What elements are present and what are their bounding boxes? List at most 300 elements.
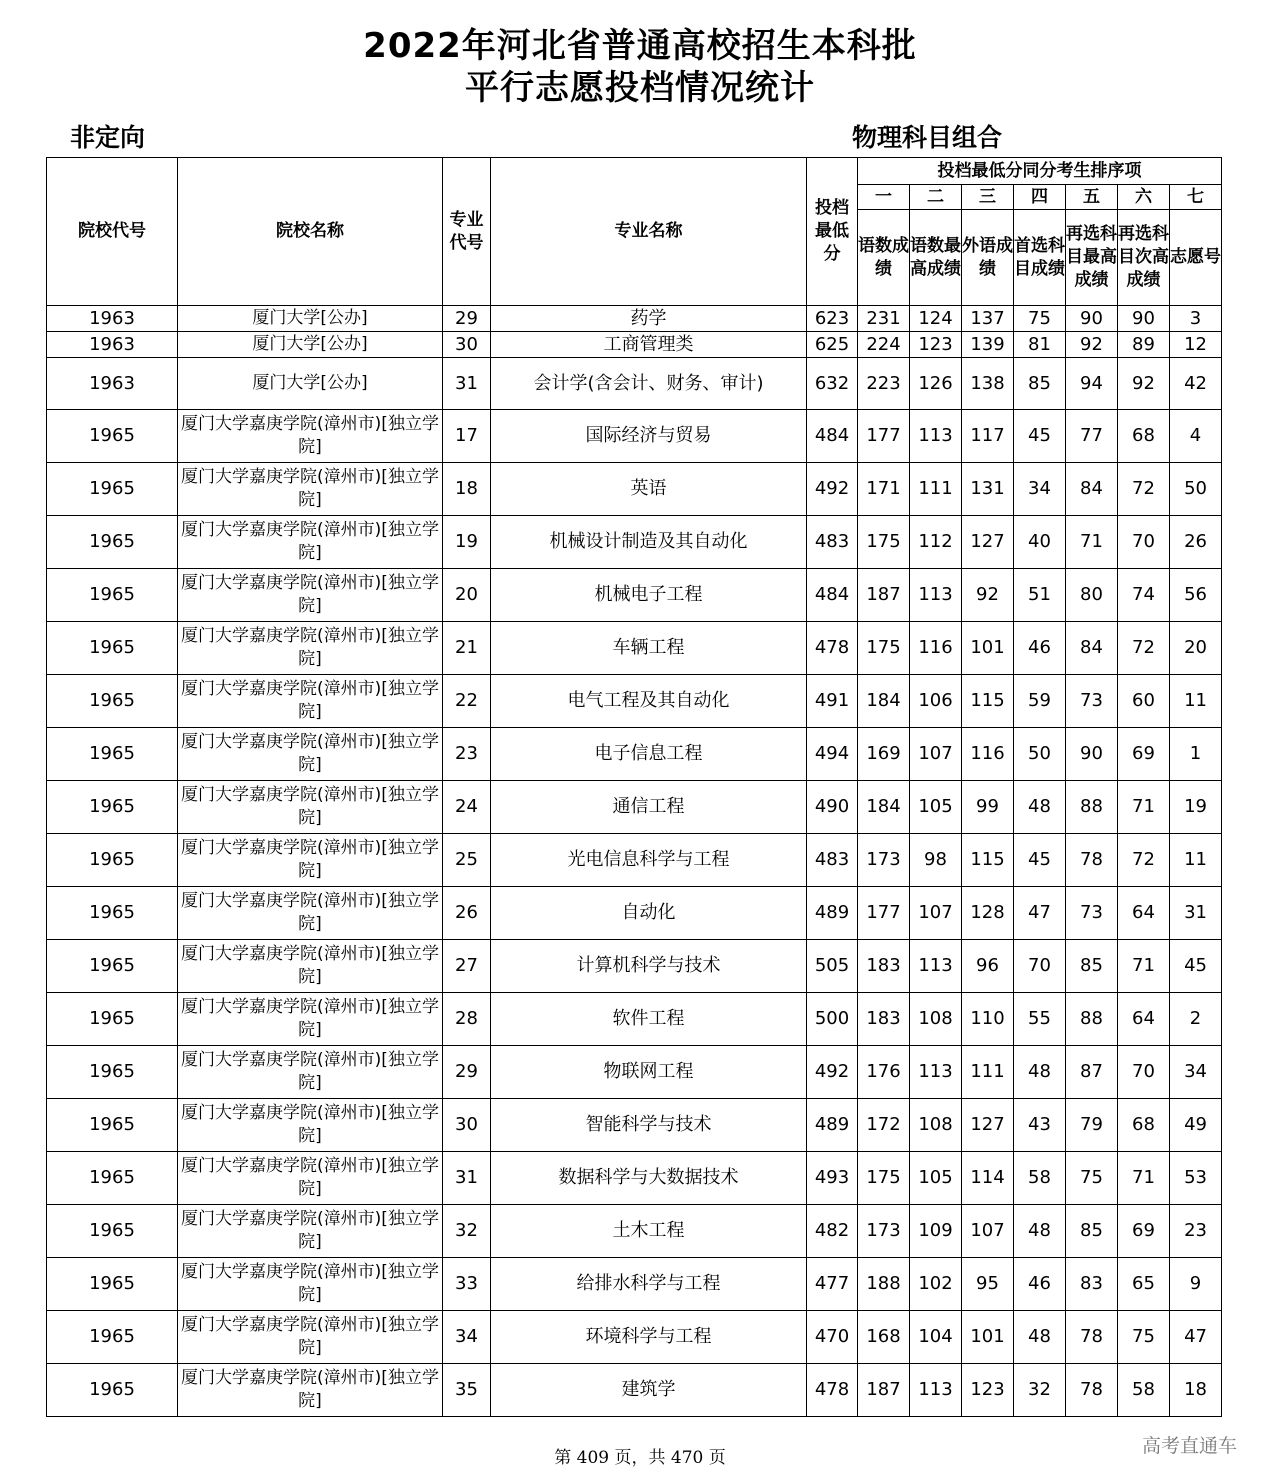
cell-chn-math-max: 123 xyxy=(910,332,962,358)
table-row xyxy=(47,1152,1222,1205)
cell-second-subject-max: 88 xyxy=(1066,993,1118,1046)
table-row xyxy=(47,332,1222,358)
cell-major-name: 国际经济与贸易 xyxy=(491,410,807,463)
cell-foreign-lang-score: 92 xyxy=(962,569,1014,622)
cell-major-name: 电子信息工程 xyxy=(491,728,807,781)
table-row xyxy=(47,675,1222,728)
header-min-score: 投档最低分 xyxy=(807,158,858,306)
cell-chn-math-max: 113 xyxy=(910,1364,962,1417)
cell-second-subject-next: 74 xyxy=(1118,569,1170,622)
cell-chn-math-score: 187 xyxy=(858,569,910,622)
cell-major-name: 车辆工程 xyxy=(491,622,807,675)
cell-second-subject-next: 70 xyxy=(1118,516,1170,569)
header-rank-item: 首选科目成绩 xyxy=(1014,210,1066,306)
cell-school-code: 1965 xyxy=(47,940,178,993)
cell-second-subject-next: 69 xyxy=(1118,728,1170,781)
table-row xyxy=(47,1205,1222,1258)
cell-school-code: 1965 xyxy=(47,834,178,887)
cell-school-name: 厦门大学嘉庚学院(漳州市)[独立学院] xyxy=(178,1046,443,1099)
cell-min-score: 494 xyxy=(807,728,858,781)
cell-school-name: 厦门大学嘉庚学院(漳州市)[独立学院] xyxy=(178,1099,443,1152)
cell-foreign-lang-score: 131 xyxy=(962,463,1014,516)
cell-major-code: 32 xyxy=(443,1205,491,1258)
cell-chn-math-score: 176 xyxy=(858,1046,910,1099)
cell-foreign-lang-score: 127 xyxy=(962,516,1014,569)
watermark: 高考直通车 xyxy=(1142,1435,1238,1457)
header-rank-num: 六 xyxy=(1118,185,1170,210)
table-row xyxy=(47,622,1222,675)
page-footer: 第 409 页，共 470 页 xyxy=(554,1448,726,1468)
cell-second-subject-next: 58 xyxy=(1118,1364,1170,1417)
cell-school-code: 1965 xyxy=(47,1152,178,1205)
cell-min-score: 470 xyxy=(807,1311,858,1364)
header-rank-item: 外语成绩 xyxy=(962,210,1014,306)
cell-major-name: 会计学(含会计、财务、审计) xyxy=(491,358,807,410)
cell-min-score: 632 xyxy=(807,358,858,410)
cell-first-subject-score: 32 xyxy=(1014,1364,1066,1417)
cell-major-code: 33 xyxy=(443,1258,491,1311)
cell-school-name: 厦门大学嘉庚学院(漳州市)[独立学院] xyxy=(178,834,443,887)
cell-chn-math-max: 107 xyxy=(910,887,962,940)
cell-second-subject-max: 80 xyxy=(1066,569,1118,622)
cell-major-code: 35 xyxy=(443,1364,491,1417)
cell-preference-no: 49 xyxy=(1170,1099,1222,1152)
cell-min-score: 482 xyxy=(807,1205,858,1258)
cell-foreign-lang-score: 127 xyxy=(962,1099,1014,1152)
cell-first-subject-score: 43 xyxy=(1014,1099,1066,1152)
cell-major-code: 17 xyxy=(443,410,491,463)
header-rank-num: 七 xyxy=(1170,185,1222,210)
cell-school-name: 厦门大学嘉庚学院(漳州市)[独立学院] xyxy=(178,675,443,728)
cell-school-code: 1965 xyxy=(47,1364,178,1417)
cell-foreign-lang-score: 110 xyxy=(962,993,1014,1046)
table-row xyxy=(47,1258,1222,1311)
cell-foreign-lang-score: 96 xyxy=(962,940,1014,993)
cell-school-code: 1965 xyxy=(47,993,178,1046)
cell-major-code: 31 xyxy=(443,1152,491,1205)
cell-chn-math-score: 183 xyxy=(858,993,910,1046)
table-body xyxy=(47,306,1222,1417)
cell-foreign-lang-score: 116 xyxy=(962,728,1014,781)
header-rank-item: 再选科目次高成绩 xyxy=(1118,210,1170,306)
cell-foreign-lang-score: 114 xyxy=(962,1152,1014,1205)
cell-school-code: 1965 xyxy=(47,569,178,622)
cell-chn-math-max: 113 xyxy=(910,940,962,993)
cell-second-subject-max: 84 xyxy=(1066,622,1118,675)
cell-chn-math-max: 102 xyxy=(910,1258,962,1311)
cell-second-subject-max: 85 xyxy=(1066,1205,1118,1258)
cell-school-code: 1965 xyxy=(47,1205,178,1258)
cell-school-code: 1965 xyxy=(47,1099,178,1152)
cell-min-score: 500 xyxy=(807,993,858,1046)
cell-min-score: 623 xyxy=(807,306,858,332)
cell-school-name: 厦门大学嘉庚学院(漳州市)[独立学院] xyxy=(178,622,443,675)
subject-combination-label: 物理科目组合 xyxy=(852,123,1003,152)
cell-chn-math-max: 113 xyxy=(910,569,962,622)
cell-second-subject-max: 73 xyxy=(1066,887,1118,940)
header-rank-num: 四 xyxy=(1014,185,1066,210)
cell-second-subject-max: 84 xyxy=(1066,463,1118,516)
cell-major-code: 25 xyxy=(443,834,491,887)
cell-chn-math-max: 108 xyxy=(910,1099,962,1152)
cell-min-score: 489 xyxy=(807,1099,858,1152)
cell-second-subject-max: 94 xyxy=(1066,358,1118,410)
cell-school-code: 1965 xyxy=(47,675,178,728)
cell-major-code: 22 xyxy=(443,675,491,728)
cell-chn-math-score: 188 xyxy=(858,1258,910,1311)
cell-second-subject-next: 71 xyxy=(1118,781,1170,834)
cell-chn-math-score: 224 xyxy=(858,332,910,358)
cell-chn-math-max: 116 xyxy=(910,622,962,675)
table-row xyxy=(47,728,1222,781)
cell-first-subject-score: 59 xyxy=(1014,675,1066,728)
cell-foreign-lang-score: 101 xyxy=(962,1311,1014,1364)
cell-foreign-lang-score: 138 xyxy=(962,358,1014,410)
cell-min-score: 484 xyxy=(807,410,858,463)
cell-first-subject-score: 48 xyxy=(1014,1311,1066,1364)
cell-second-subject-max: 85 xyxy=(1066,940,1118,993)
cell-first-subject-score: 40 xyxy=(1014,516,1066,569)
cell-school-code: 1965 xyxy=(47,728,178,781)
cell-first-subject-score: 51 xyxy=(1014,569,1066,622)
table-row xyxy=(47,358,1222,410)
cell-major-name: 工商管理类 xyxy=(491,332,807,358)
cell-first-subject-score: 85 xyxy=(1014,358,1066,410)
cell-second-subject-max: 83 xyxy=(1066,1258,1118,1311)
cell-second-subject-next: 68 xyxy=(1118,1099,1170,1152)
cell-preference-no: 11 xyxy=(1170,834,1222,887)
cell-first-subject-score: 47 xyxy=(1014,887,1066,940)
cell-first-subject-score: 55 xyxy=(1014,993,1066,1046)
cell-major-name: 计算机科学与技术 xyxy=(491,940,807,993)
cell-preference-no: 47 xyxy=(1170,1311,1222,1364)
cell-major-name: 电气工程及其自动化 xyxy=(491,675,807,728)
cell-chn-math-max: 126 xyxy=(910,358,962,410)
cell-major-name: 建筑学 xyxy=(491,1364,807,1417)
cell-school-name: 厦门大学嘉庚学院(漳州市)[独立学院] xyxy=(178,887,443,940)
cell-chn-math-score: 168 xyxy=(858,1311,910,1364)
header-school-code: 院校代号 xyxy=(47,158,178,306)
cell-second-subject-next: 64 xyxy=(1118,887,1170,940)
cell-major-code: 30 xyxy=(443,1099,491,1152)
header-rank-num: 一 xyxy=(858,185,910,210)
cell-second-subject-next: 72 xyxy=(1118,463,1170,516)
header-rank-item: 语数最高成绩 xyxy=(910,210,962,306)
cell-major-code: 21 xyxy=(443,622,491,675)
cell-school-code: 1965 xyxy=(47,887,178,940)
cell-major-name: 机械设计制造及其自动化 xyxy=(491,516,807,569)
table-row xyxy=(47,463,1222,516)
cell-preference-no: 20 xyxy=(1170,622,1222,675)
cell-school-code: 1963 xyxy=(47,332,178,358)
table-row xyxy=(47,1364,1222,1417)
cell-second-subject-max: 78 xyxy=(1066,1364,1118,1417)
cell-school-name: 厦门大学[公办] xyxy=(178,358,443,410)
table-row xyxy=(47,1046,1222,1099)
cell-preference-no: 9 xyxy=(1170,1258,1222,1311)
cell-foreign-lang-score: 137 xyxy=(962,306,1014,332)
cell-major-name: 智能科学与技术 xyxy=(491,1099,807,1152)
cell-major-name: 药学 xyxy=(491,306,807,332)
cell-school-name: 厦门大学嘉庚学院(漳州市)[独立学院] xyxy=(178,1364,443,1417)
cell-preference-no: 31 xyxy=(1170,887,1222,940)
header-rank-num: 三 xyxy=(962,185,1014,210)
cell-chn-math-score: 231 xyxy=(858,306,910,332)
cell-major-code: 28 xyxy=(443,993,491,1046)
cell-chn-math-max: 107 xyxy=(910,728,962,781)
cell-school-code: 1965 xyxy=(47,516,178,569)
cell-chn-math-score: 187 xyxy=(858,1364,910,1417)
cell-school-code: 1965 xyxy=(47,410,178,463)
cell-preference-no: 4 xyxy=(1170,410,1222,463)
cell-major-code: 34 xyxy=(443,1311,491,1364)
cell-second-subject-max: 87 xyxy=(1066,1046,1118,1099)
cell-min-score: 493 xyxy=(807,1152,858,1205)
cell-major-name: 土木工程 xyxy=(491,1205,807,1258)
cell-second-subject-next: 68 xyxy=(1118,410,1170,463)
cell-first-subject-score: 70 xyxy=(1014,940,1066,993)
cell-second-subject-next: 89 xyxy=(1118,332,1170,358)
cell-preference-no: 12 xyxy=(1170,332,1222,358)
cell-foreign-lang-score: 101 xyxy=(962,622,1014,675)
cell-min-score: 625 xyxy=(807,332,858,358)
cell-major-name: 英语 xyxy=(491,463,807,516)
table-row xyxy=(47,993,1222,1046)
cell-school-code: 1963 xyxy=(47,306,178,332)
cell-second-subject-next: 70 xyxy=(1118,1046,1170,1099)
cell-preference-no: 11 xyxy=(1170,675,1222,728)
cell-min-score: 492 xyxy=(807,463,858,516)
cell-school-code: 1965 xyxy=(47,622,178,675)
cell-min-score: 490 xyxy=(807,781,858,834)
header-school-name: 院校名称 xyxy=(178,158,443,306)
cell-chn-math-max: 98 xyxy=(910,834,962,887)
cell-chn-math-score: 177 xyxy=(858,887,910,940)
page-title-line2: 平行志愿投档情况统计 xyxy=(465,68,815,108)
cell-chn-math-score: 175 xyxy=(858,622,910,675)
cell-school-code: 1965 xyxy=(47,781,178,834)
cell-preference-no: 34 xyxy=(1170,1046,1222,1099)
cell-preference-no: 1 xyxy=(1170,728,1222,781)
cell-second-subject-max: 75 xyxy=(1066,1152,1118,1205)
cell-major-code: 20 xyxy=(443,569,491,622)
cell-major-code: 19 xyxy=(443,516,491,569)
cell-major-code: 29 xyxy=(443,1046,491,1099)
cell-school-name: 厦门大学嘉庚学院(漳州市)[独立学院] xyxy=(178,463,443,516)
cell-major-code: 30 xyxy=(443,332,491,358)
table-row xyxy=(47,887,1222,940)
admission-table xyxy=(46,157,1222,1417)
cell-first-subject-score: 48 xyxy=(1014,1205,1066,1258)
cell-first-subject-score: 81 xyxy=(1014,332,1066,358)
cell-second-subject-next: 60 xyxy=(1118,675,1170,728)
header-major-code: 专业代号 xyxy=(443,158,491,306)
cell-major-name: 环境科学与工程 xyxy=(491,1311,807,1364)
table-row xyxy=(47,1099,1222,1152)
cell-chn-math-score: 175 xyxy=(858,1152,910,1205)
cell-second-subject-next: 72 xyxy=(1118,834,1170,887)
cell-second-subject-next: 69 xyxy=(1118,1205,1170,1258)
cell-major-code: 24 xyxy=(443,781,491,834)
cell-foreign-lang-score: 115 xyxy=(962,834,1014,887)
cell-school-name: 厦门大学嘉庚学院(漳州市)[独立学院] xyxy=(178,781,443,834)
cell-school-name: 厦门大学嘉庚学院(漳州市)[独立学院] xyxy=(178,1258,443,1311)
cell-min-score: 477 xyxy=(807,1258,858,1311)
table-row xyxy=(47,1311,1222,1364)
cell-chn-math-score: 169 xyxy=(858,728,910,781)
cell-chn-math-score: 223 xyxy=(858,358,910,410)
cell-second-subject-max: 92 xyxy=(1066,332,1118,358)
cell-second-subject-max: 79 xyxy=(1066,1099,1118,1152)
cell-second-subject-next: 71 xyxy=(1118,940,1170,993)
table-row xyxy=(47,834,1222,887)
cell-major-name: 给排水科学与工程 xyxy=(491,1258,807,1311)
cell-major-code: 23 xyxy=(443,728,491,781)
page-title-line1: 2022年河北省普通高校招生本科批 xyxy=(363,26,917,66)
cell-chn-math-score: 173 xyxy=(858,1205,910,1258)
cell-chn-math-max: 105 xyxy=(910,1152,962,1205)
cell-major-code: 27 xyxy=(443,940,491,993)
cell-first-subject-score: 48 xyxy=(1014,1046,1066,1099)
table-row xyxy=(47,516,1222,569)
cell-school-code: 1965 xyxy=(47,463,178,516)
cell-first-subject-score: 58 xyxy=(1014,1152,1066,1205)
cell-foreign-lang-score: 99 xyxy=(962,781,1014,834)
cell-foreign-lang-score: 139 xyxy=(962,332,1014,358)
table-header xyxy=(47,158,1222,306)
cell-first-subject-score: 45 xyxy=(1014,410,1066,463)
cell-major-name: 物联网工程 xyxy=(491,1046,807,1099)
cell-foreign-lang-score: 111 xyxy=(962,1046,1014,1099)
header-rank-item: 再选科目最高成绩 xyxy=(1066,210,1118,306)
cell-second-subject-next: 65 xyxy=(1118,1258,1170,1311)
table-row xyxy=(47,410,1222,463)
cell-first-subject-score: 46 xyxy=(1014,1258,1066,1311)
cell-major-code: 18 xyxy=(443,463,491,516)
cell-first-subject-score: 75 xyxy=(1014,306,1066,332)
cell-chn-math-score: 177 xyxy=(858,410,910,463)
table-row xyxy=(47,306,1222,332)
cell-chn-math-score: 184 xyxy=(858,781,910,834)
cell-first-subject-score: 48 xyxy=(1014,781,1066,834)
cell-min-score: 489 xyxy=(807,887,858,940)
cell-second-subject-max: 71 xyxy=(1066,516,1118,569)
cell-chn-math-max: 106 xyxy=(910,675,962,728)
cell-second-subject-max: 88 xyxy=(1066,781,1118,834)
cell-chn-math-max: 112 xyxy=(910,516,962,569)
cell-preference-no: 50 xyxy=(1170,463,1222,516)
cell-major-name: 自动化 xyxy=(491,887,807,940)
cell-second-subject-max: 77 xyxy=(1066,410,1118,463)
cell-chn-math-max: 111 xyxy=(910,463,962,516)
cell-foreign-lang-score: 123 xyxy=(962,1364,1014,1417)
header-tiebreak-group: 投档最低分同分考生排序项 xyxy=(858,158,1222,185)
cell-first-subject-score: 46 xyxy=(1014,622,1066,675)
cell-major-code: 26 xyxy=(443,887,491,940)
header-rank-item: 志愿号 xyxy=(1170,210,1222,306)
cell-min-score: 491 xyxy=(807,675,858,728)
cell-second-subject-max: 78 xyxy=(1066,1311,1118,1364)
cell-school-code: 1965 xyxy=(47,1258,178,1311)
cell-second-subject-next: 92 xyxy=(1118,358,1170,410)
cell-chn-math-score: 184 xyxy=(858,675,910,728)
cell-second-subject-max: 78 xyxy=(1066,834,1118,887)
cell-school-name: 厦门大学嘉庚学院(漳州市)[独立学院] xyxy=(178,569,443,622)
cell-preference-no: 53 xyxy=(1170,1152,1222,1205)
cell-school-code: 1965 xyxy=(47,1046,178,1099)
cell-school-name: 厦门大学嘉庚学院(漳州市)[独立学院] xyxy=(178,993,443,1046)
header-rank-item: 语数成绩 xyxy=(858,210,910,306)
cell-preference-no: 26 xyxy=(1170,516,1222,569)
cell-second-subject-next: 64 xyxy=(1118,993,1170,1046)
cell-major-name: 软件工程 xyxy=(491,993,807,1046)
cell-chn-math-score: 183 xyxy=(858,940,910,993)
cell-foreign-lang-score: 117 xyxy=(962,410,1014,463)
cell-first-subject-score: 45 xyxy=(1014,834,1066,887)
cell-chn-math-max: 113 xyxy=(910,410,962,463)
cell-school-name: 厦门大学嘉庚学院(漳州市)[独立学院] xyxy=(178,516,443,569)
cell-foreign-lang-score: 115 xyxy=(962,675,1014,728)
cell-chn-math-max: 105 xyxy=(910,781,962,834)
cell-preference-no: 2 xyxy=(1170,993,1222,1046)
header-major-name: 专业名称 xyxy=(491,158,807,306)
cell-school-code: 1963 xyxy=(47,358,178,410)
cell-school-code: 1965 xyxy=(47,1311,178,1364)
cell-school-name: 厦门大学[公办] xyxy=(178,332,443,358)
cell-chn-math-score: 173 xyxy=(858,834,910,887)
cell-preference-no: 23 xyxy=(1170,1205,1222,1258)
cell-first-subject-score: 34 xyxy=(1014,463,1066,516)
cell-min-score: 505 xyxy=(807,940,858,993)
cell-major-name: 数据科学与大数据技术 xyxy=(491,1152,807,1205)
table-row xyxy=(47,569,1222,622)
cell-foreign-lang-score: 107 xyxy=(962,1205,1014,1258)
cell-chn-math-max: 104 xyxy=(910,1311,962,1364)
cell-major-code: 29 xyxy=(443,306,491,332)
cell-preference-no: 42 xyxy=(1170,358,1222,410)
cell-second-subject-max: 90 xyxy=(1066,728,1118,781)
table-row xyxy=(47,940,1222,993)
cell-chn-math-max: 109 xyxy=(910,1205,962,1258)
cell-chn-math-score: 175 xyxy=(858,516,910,569)
header-rank-num: 五 xyxy=(1066,185,1118,210)
cell-foreign-lang-score: 95 xyxy=(962,1258,1014,1311)
cell-second-subject-next: 90 xyxy=(1118,306,1170,332)
cell-min-score: 483 xyxy=(807,516,858,569)
cell-min-score: 478 xyxy=(807,1364,858,1417)
header-rank-num: 二 xyxy=(910,185,962,210)
cell-min-score: 492 xyxy=(807,1046,858,1099)
cell-chn-math-max: 108 xyxy=(910,993,962,1046)
cell-major-name: 光电信息科学与工程 xyxy=(491,834,807,887)
cell-preference-no: 45 xyxy=(1170,940,1222,993)
cell-second-subject-max: 90 xyxy=(1066,306,1118,332)
cell-first-subject-score: 50 xyxy=(1014,728,1066,781)
cell-second-subject-next: 75 xyxy=(1118,1311,1170,1364)
cell-chn-math-max: 113 xyxy=(910,1046,962,1099)
cell-school-name: 厦门大学[公办] xyxy=(178,306,443,332)
cell-school-name: 厦门大学嘉庚学院(漳州市)[独立学院] xyxy=(178,1311,443,1364)
cell-foreign-lang-score: 128 xyxy=(962,887,1014,940)
cell-school-name: 厦门大学嘉庚学院(漳州市)[独立学院] xyxy=(178,1205,443,1258)
cell-preference-no: 18 xyxy=(1170,1364,1222,1417)
cell-major-name: 机械电子工程 xyxy=(491,569,807,622)
cell-school-name: 厦门大学嘉庚学院(漳州市)[独立学院] xyxy=(178,940,443,993)
cell-chn-math-score: 172 xyxy=(858,1099,910,1152)
table-row xyxy=(47,781,1222,834)
cell-chn-math-score: 171 xyxy=(858,463,910,516)
cell-min-score: 478 xyxy=(807,622,858,675)
